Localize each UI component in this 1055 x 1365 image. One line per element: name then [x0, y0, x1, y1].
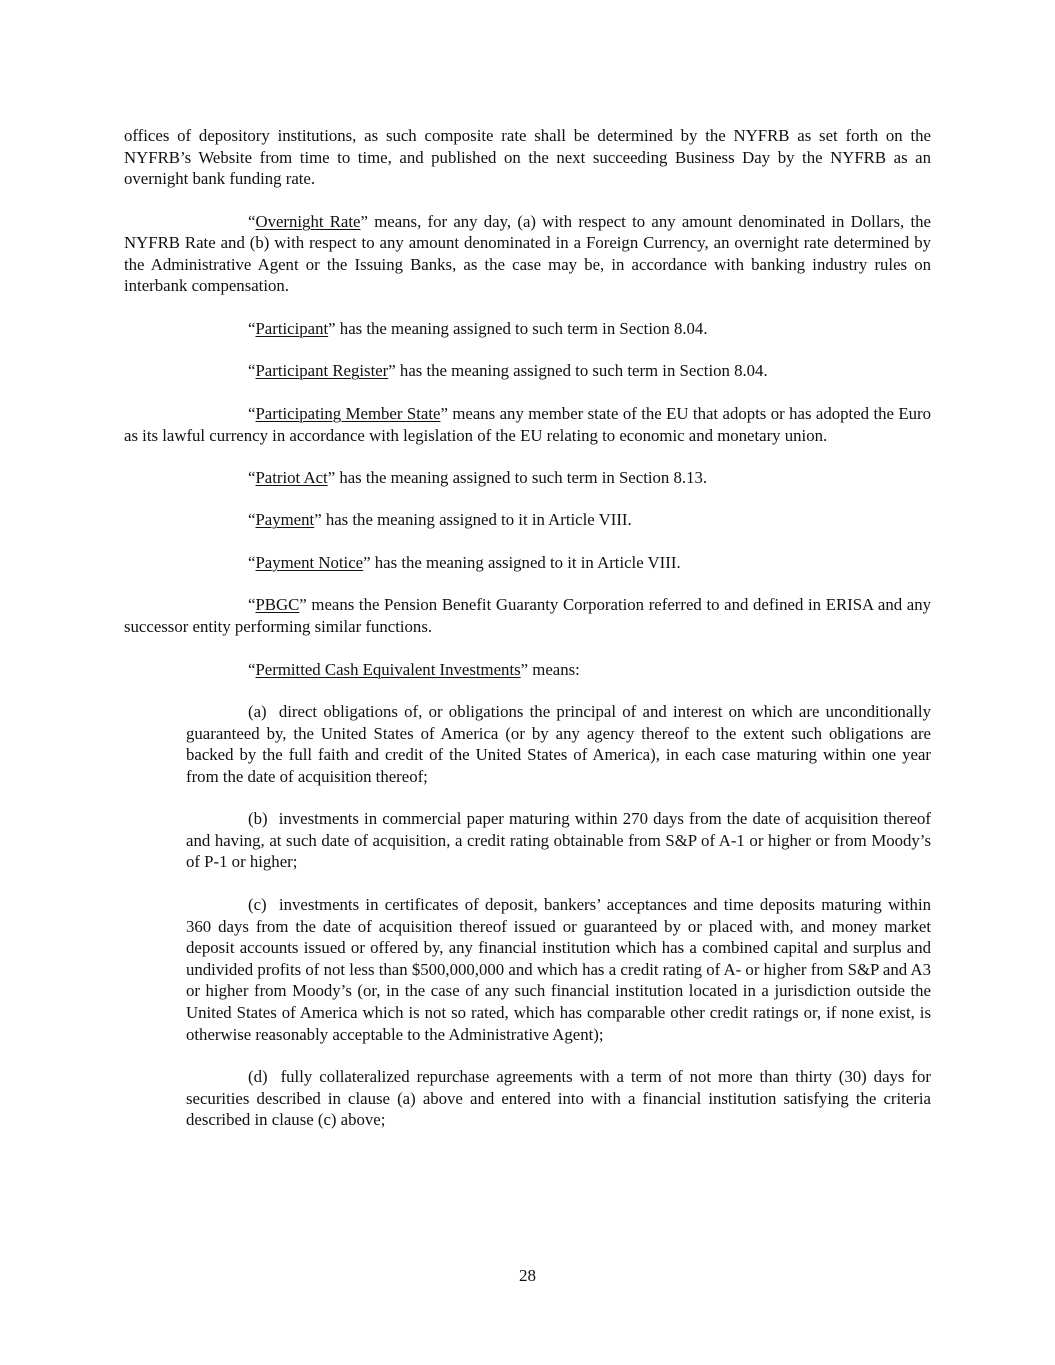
defined-term: Participant — [255, 318, 329, 338]
clause-label: (a) — [248, 702, 267, 721]
body-text — [124, 125, 931, 1152]
defined-term: Patriot Act — [255, 467, 328, 487]
defined-term: Participating Member State — [255, 403, 441, 423]
defined-term: Payment — [255, 510, 315, 530]
page-number: 28 — [519, 1266, 536, 1285]
clause-label: (d) — [248, 1066, 268, 1086]
definition-payment: “Payment” has the meaning assigned to it in Article VIII. — [248, 510, 632, 530]
clause-label: (b) — [248, 809, 268, 829]
definition-overnight-rate: “Overnight Rate” means, for any day, (a) with respect to any amount denominated in Dollars, the NYFRB Rate and (b) with respect to any amount denominated in a Foreign Currency, an overnight rate determined by the Administrative Agent or the Issuing Banks, as the case may be, in accordance with banking industry rules on interbank compensation. — [124, 211, 931, 296]
definition-payment-notice: “Payment Notice” has the meaning assigned to it in Article VIII. — [248, 552, 681, 572]
defined-term: Permitted Cash Equivalent Investments — [255, 659, 521, 679]
defined-term: PBGC — [255, 595, 300, 615]
clause-d: (d) fully collateralized repurchase agreements with a term of not more than thirty (30) days for securities described in clause (a) above and entered into with a financial institution satisfying the criteria described in clause (c) above; — [186, 1066, 931, 1130]
definition-patriot-act: “Patriot Act” has the meaning assigned to such term in Section 8.13. — [248, 467, 708, 487]
clause-label: (c) — [248, 894, 267, 914]
definition-participating-member-state: “Participating Member State” means any member state of the EU that adopts or has adopted the Euro as its lawful currency in accordance with legislation of the EU relating to economic and monetary union. — [124, 403, 932, 445]
definition-participant-register: “Participant Register” has the meaning assigned to such term in Section 8.04. — [248, 361, 768, 381]
definition-pbgc: “PBGC” means the Pension Benefit Guaranty Corporation referred to and defined in ERISA and any successor entity performing similar functions. — [124, 595, 931, 637]
clause-c: (c) investments in certificates of deposit, bankers’ acceptances and time deposits maturing within 360 days from the date of acquisition thereof issued or guaranteed by or placed with, and money market deposit accounts issued or offered by, any financial institution which has a combined capital and surplus and undivided profits of not less than $500,000,000 and which has a credit rating of A- or higher from S&P and A3 or higher from Moody’s (or, in the case of any such financial institution located in a jurisdiction outside the United States of America which is not so rated, which has comparable other credit ratings or, if none exist, is otherwise reasonably acceptable to the Administrative Agent); — [186, 894, 931, 1044]
clause-b: (b) investments in commercial paper maturing within 270 days from the date of acquisition thereof and having, at such date of acquisition, a credit rating obtainable from S&P of A-1 or higher or from Moody’s of P-1 or higher; — [186, 809, 931, 872]
definition-participant: “Participant” has the meaning assigned to such term in Section 8.04. — [248, 318, 708, 338]
definition-permitted-cash-equivalent-investments: “Permitted Cash Equivalent Investments” means: — [248, 659, 580, 679]
paragraph-continuation: offices of depository institutions, as such composite rate shall be determined by the NYFRB as set forth on the NYFRB’s Website from time to time, and published on the next succeeding Business Day by the NYFRB as an overnight bank funding rate. — [124, 126, 931, 189]
defined-term: Overnight Rate — [255, 211, 361, 231]
defined-term: Payment Notice — [255, 552, 364, 572]
defined-term: Participant Register — [255, 361, 389, 381]
clause-a: (a) direct obligations of, or obligations the principal of and interest on which are unconditionally guaranteed by, the United States of America (or by any agency thereof to the extent such obligations are backed by the full faith and credit of the United States of America), in each case maturing within one year from the date of acquisition thereof; — [186, 702, 931, 786]
